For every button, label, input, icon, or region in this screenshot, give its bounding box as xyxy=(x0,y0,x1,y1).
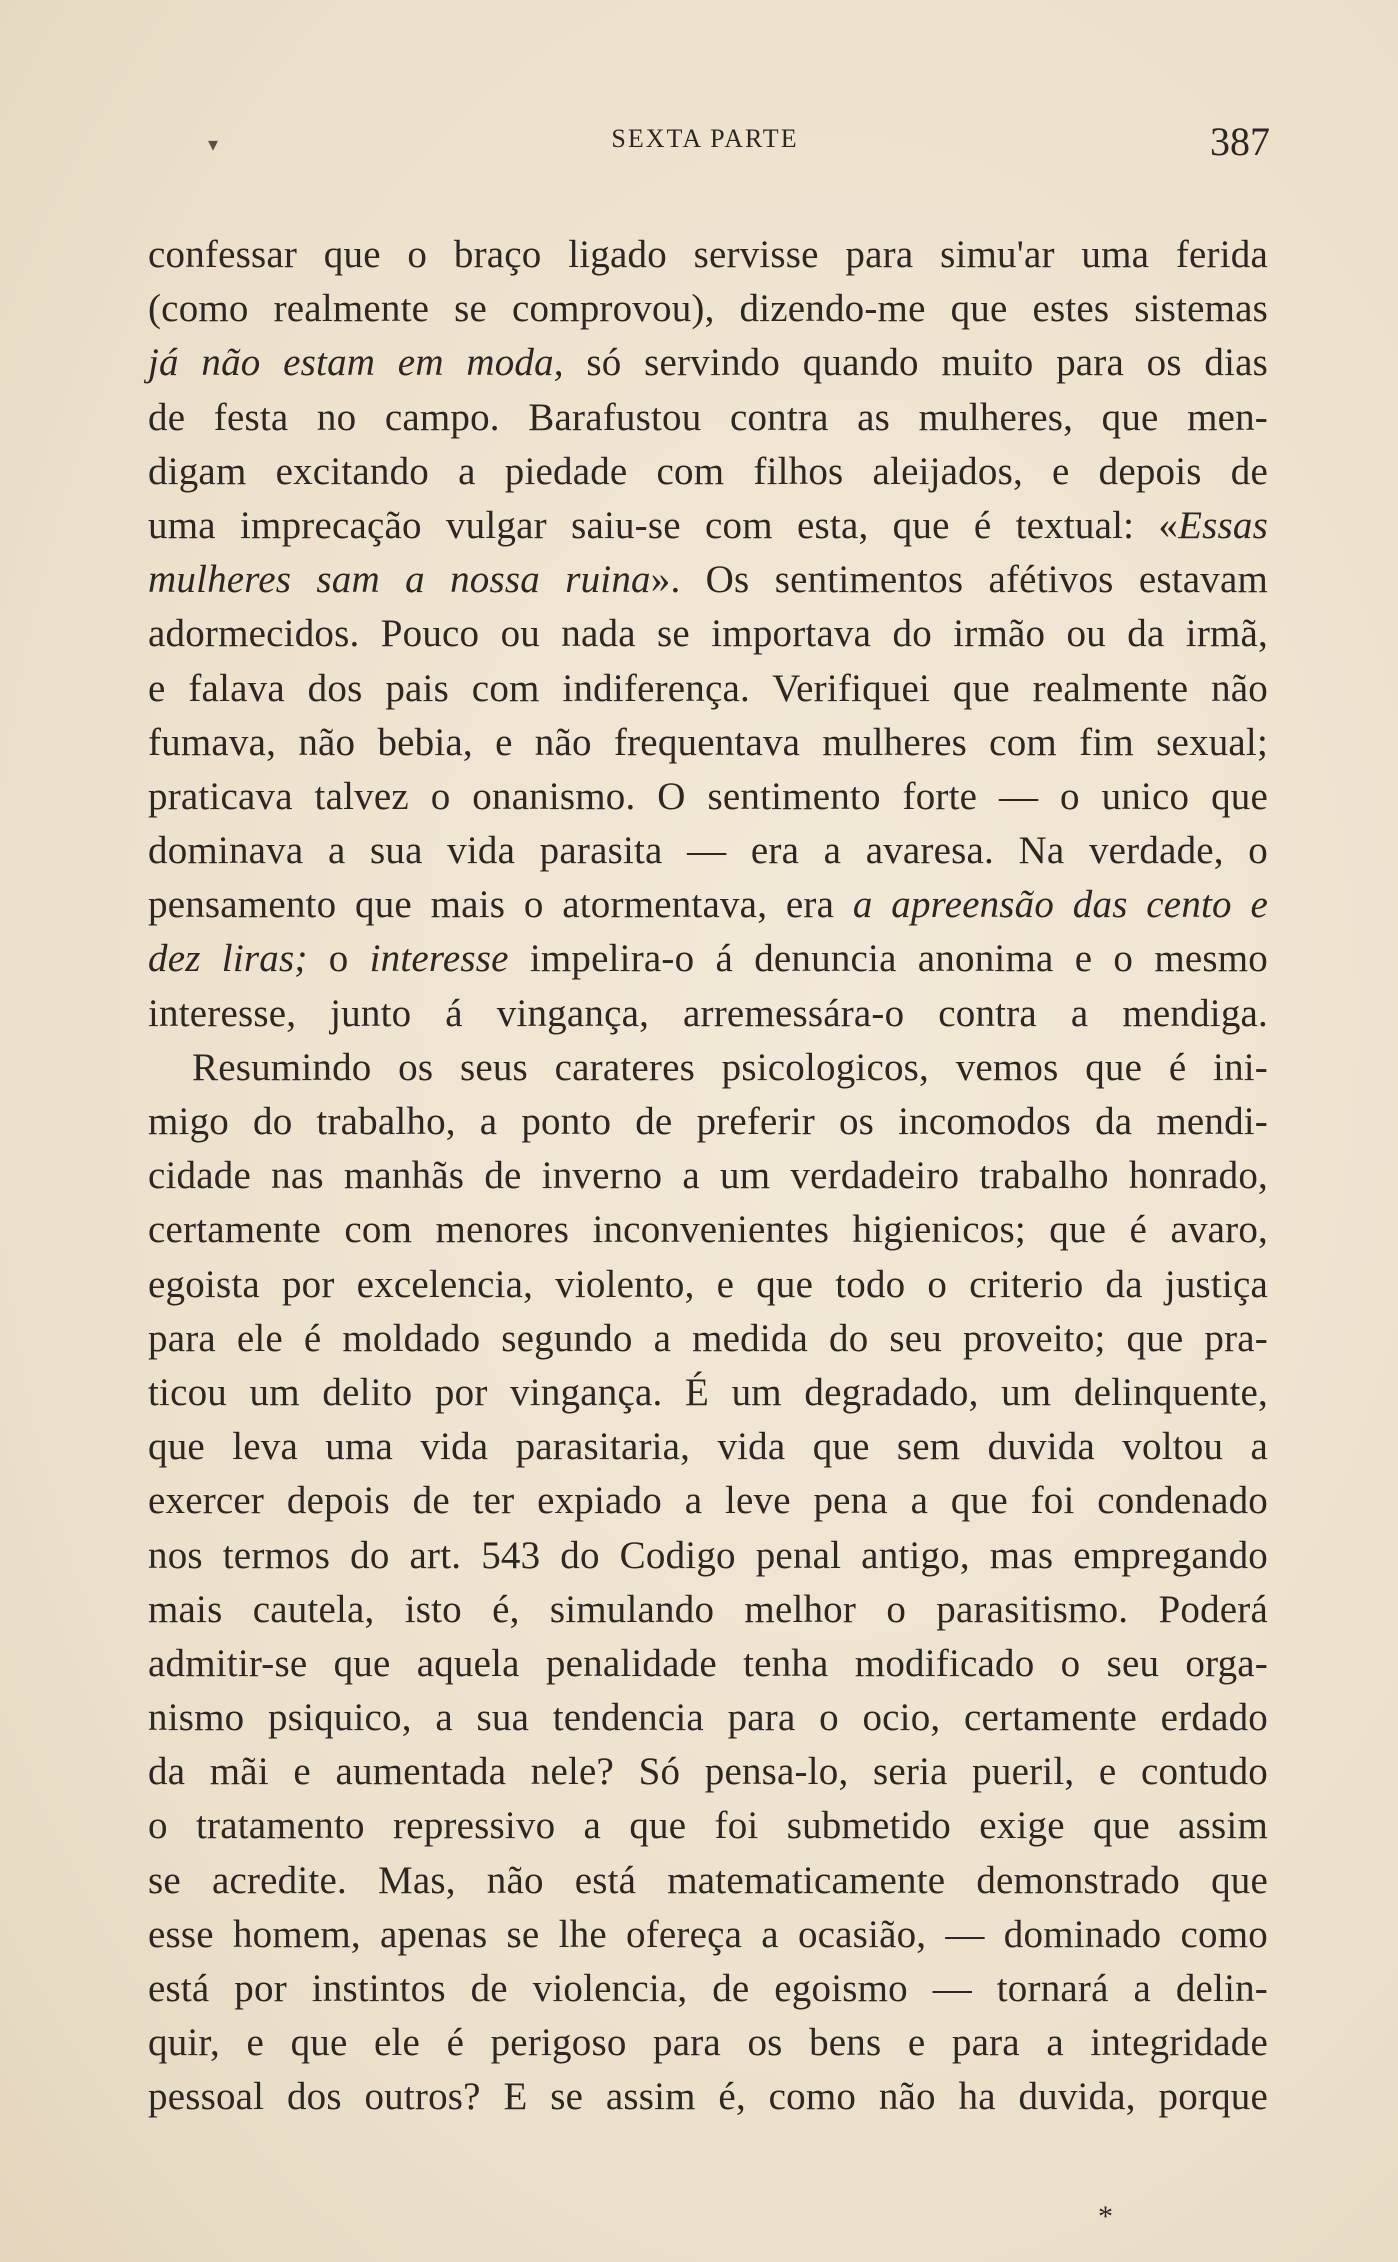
text-segment: pensamento que mais o atormentava, era xyxy=(148,883,853,927)
text-line xyxy=(148,932,1268,986)
text-line xyxy=(148,499,1268,553)
text-segment: fumava, não bebia, e não frequentava mulheres com fim sexual; xyxy=(148,720,1268,764)
text-segment: digam excitando a piedade com filhos aleijados, e depois de xyxy=(148,449,1268,493)
italic-phrase: mulheres sam a nossa ruina xyxy=(148,558,651,602)
text-segment: se acredite. Mas, não está matematicamente demonstrado que xyxy=(148,1858,1268,1902)
text-segment: migo do trabalho, a ponto de preferir os incomodos da mendi- xyxy=(148,1100,1268,1143)
text-segment: e falava dos pais com indiferença. Verifiquei que realmente não xyxy=(148,666,1268,710)
text-segment: só servindo quando muito para os dias xyxy=(563,341,1268,385)
text-line xyxy=(148,770,1268,824)
text-line xyxy=(148,1637,1268,1691)
text-line xyxy=(148,716,1268,770)
text-segment: ». Os sentimentos afétivos estavam xyxy=(650,558,1268,602)
text-line xyxy=(148,228,1268,282)
text-line xyxy=(148,1258,1268,1312)
text-segment: nismo psiquico, a sua tendencia para o ocio, certamente erdado xyxy=(148,1696,1268,1740)
text-segment: cidade nas manhãs de inverno a um verdadeiro trabalho honrado, xyxy=(148,1154,1268,1198)
text-line xyxy=(148,336,1268,390)
text-line xyxy=(148,1854,1268,1908)
text-segment: mais cautela, isto é, simulando melhor o parasitismo. Poderá xyxy=(148,1587,1268,1631)
text-line xyxy=(148,1962,1268,2016)
text-segment: Resumindo os seus carateres psicologicos, vemos que é ini- xyxy=(192,1045,1268,1089)
text-line xyxy=(148,1583,1268,1637)
text-segment: para ele é moldado segundo a medida do seu proveito; que pra- xyxy=(148,1316,1268,1360)
text-line xyxy=(148,1203,1268,1257)
text-line xyxy=(148,1149,1268,1203)
text-line xyxy=(148,1474,1268,1528)
text-segment: esse homem, apenas se lhe ofereça a ocasião, — dominado como xyxy=(148,1912,1268,1956)
page-header xyxy=(140,118,1270,168)
text-line xyxy=(148,391,1268,445)
italic-phrase: dez liras; xyxy=(148,937,308,981)
text-segment: ticou um delito por vingança. É um degradado, um delinquente, xyxy=(148,1370,1268,1414)
text-line xyxy=(148,1420,1268,1474)
text-line xyxy=(148,1312,1268,1366)
text-segment: quir, e que ele é perigoso para os bens e para a integridade xyxy=(148,2021,1268,2065)
text-line xyxy=(148,1908,1268,1962)
text-line xyxy=(148,1041,1268,1095)
text-segment: nos termos do art. 543 do Codigo penal antigo, mas empregando xyxy=(148,1533,1268,1577)
text-segment: o xyxy=(307,937,370,981)
header-mark: ▾ xyxy=(208,132,219,156)
text-line xyxy=(148,282,1268,336)
text-line xyxy=(148,1691,1268,1745)
text-line xyxy=(148,662,1268,716)
text-segment: da mãi e aumentada nele? Só pensa-lo, seria pueril, e contudo xyxy=(148,1750,1268,1794)
text-line xyxy=(148,1745,1268,1799)
text-line xyxy=(148,987,1268,1041)
text-line xyxy=(148,607,1268,661)
text-line xyxy=(148,1095,1268,1149)
text-line xyxy=(148,1799,1268,1853)
text-line xyxy=(148,2016,1268,2070)
text-line xyxy=(148,878,1268,932)
text-line xyxy=(148,1366,1268,1420)
text-segment: pessoal dos outros? E se assim é, como não ha duvida, porque xyxy=(148,2075,1268,2119)
page-number: 387 xyxy=(1210,119,1270,164)
running-head: SEXTA PARTE xyxy=(611,124,799,153)
text-line xyxy=(148,824,1268,878)
text-segment: adormecidos. Pouco ou nada se importava do irmão ou da irmã, xyxy=(148,612,1268,656)
italic-phrase: Essas xyxy=(1178,503,1268,547)
italic-phrase: a apreensão das cento e xyxy=(852,883,1268,927)
text-line xyxy=(148,1529,1268,1583)
text-segment: exercer depois de ter expiado a leve pena a que foi condenado xyxy=(148,1479,1268,1523)
text-segment: egoista por excelencia, violento, e que todo o criterio da justiça xyxy=(148,1262,1268,1306)
text-segment: uma imprecação vulgar saiu-se com esta, que é textual: « xyxy=(148,503,1179,547)
text-segment: praticava talvez o onanismo. O sentimento forte — o unico que xyxy=(148,774,1268,818)
text-segment: impelira-o á denuncia anonima e o mesmo xyxy=(508,937,1268,981)
italic-phrase: interesse xyxy=(369,937,509,981)
italic-phrase: já não estam em moda, xyxy=(148,341,564,385)
text-line xyxy=(148,553,1268,607)
signature-mark: * xyxy=(1098,2200,1113,2233)
text-segment: confessar que o braço ligado servisse para simu'ar uma ferida xyxy=(148,233,1268,276)
text-segment: certamente com menores inconvenientes higienicos; que é avaro, xyxy=(148,1208,1268,1252)
text-segment: o tratamento repressivo a que foi submetido exige que assim xyxy=(148,1804,1268,1848)
text-segment: dominava a sua vida parasita — era a avaresa. Na verdade, o xyxy=(148,829,1268,873)
text-segment: (como realmente se comprovou), dizendo-me que estes sistemas xyxy=(148,287,1268,331)
text-segment: interesse, junto á vingança, arremessára-o contra a mendiga. xyxy=(148,991,1268,1035)
text-segment: admitir-se que aquela penalidade tenha modificado o seu orga- xyxy=(148,1641,1268,1685)
text-segment: de festa no campo. Barafustou contra as mulheres, que men- xyxy=(148,395,1268,439)
body-text xyxy=(148,228,1268,2125)
text-line xyxy=(148,445,1268,499)
text-line xyxy=(148,2070,1268,2124)
text-segment: que leva uma vida parasitaria, vida que sem duvida voltou a xyxy=(148,1425,1268,1469)
text-segment: está por instintos de violencia, de egoismo — tornará a delin- xyxy=(148,1967,1268,2010)
